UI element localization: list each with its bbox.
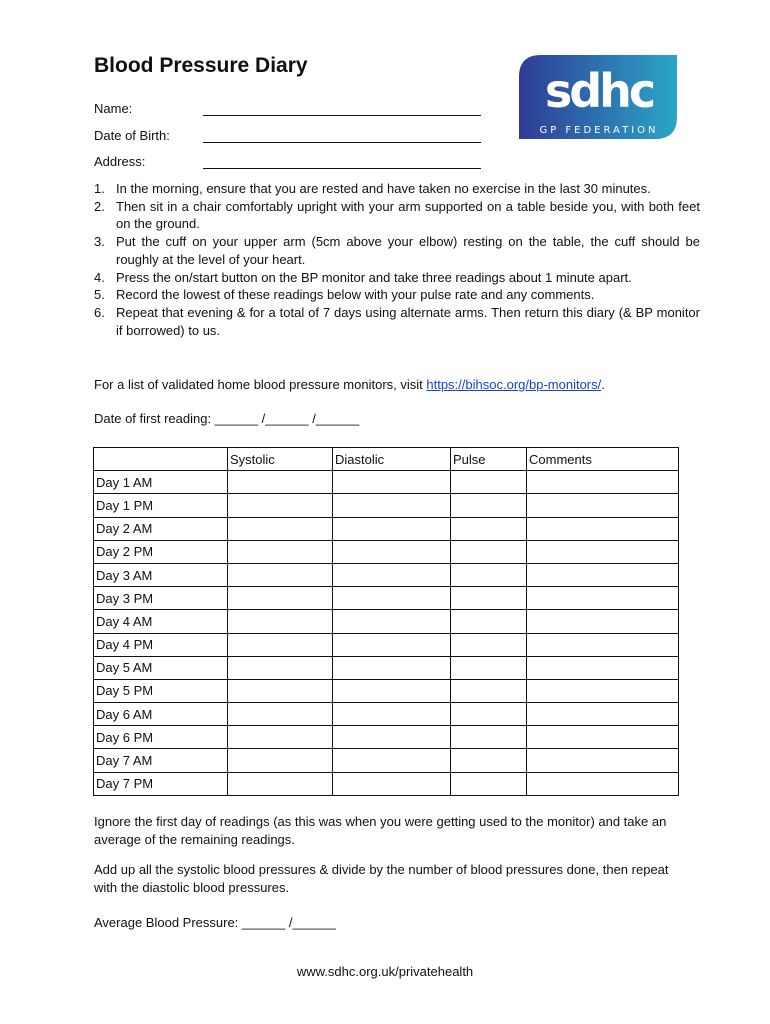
row-label: Day 3 AM [94,563,228,586]
diastolic-cell[interactable] [333,587,451,610]
table-row [94,703,679,726]
systolic-cell[interactable] [228,494,333,517]
systolic-cell[interactable] [228,749,333,772]
comments-cell[interactable] [527,517,679,540]
dob-label: Date of Birth: [94,128,170,143]
average-bp: Average Blood Pressure: ______ /______ [94,915,336,930]
date-first-reading: Date of first reading: ______ /______ /______ [94,411,360,426]
table-row [94,540,679,563]
monitors-end: . [601,377,605,392]
pulse-cell[interactable] [451,610,527,633]
comments-cell[interactable] [527,679,679,702]
row-label: Day 2 PM [94,540,228,563]
diastolic-cell[interactable] [333,517,451,540]
systolic-cell[interactable] [228,471,333,494]
comments-cell[interactable] [527,633,679,656]
table-row [94,587,679,610]
row-label: Day 3 PM [94,587,228,610]
pulse-cell[interactable] [451,726,527,749]
pulse-cell[interactable] [451,656,527,679]
header-cell: Systolic [228,448,333,471]
diastolic-cell[interactable] [333,610,451,633]
pulse-cell[interactable] [451,633,527,656]
note-averaging: Add up all the systolic blood pressures & divide by the number of blood pressures done, then repeat with the diastolic blood pressures. [94,862,669,895]
diastolic-cell[interactable] [333,471,451,494]
systolic-cell[interactable] [228,587,333,610]
row-label: Day 2 AM [94,517,228,540]
table-row [94,610,679,633]
table-row [94,563,679,586]
diastolic-cell[interactable] [333,726,451,749]
row-label: Day 6 PM [94,726,228,749]
name-field[interactable] [203,115,481,116]
table-header-row [94,448,679,471]
systolic-cell[interactable] [228,703,333,726]
sdhc-logo [519,55,677,139]
svg-text:sdhc: sdhc [544,64,654,118]
header-cell: Pulse [451,448,527,471]
systolic-cell[interactable] [228,633,333,656]
table-row [94,679,679,702]
table-row [94,772,679,795]
pulse-cell[interactable] [451,679,527,702]
row-label: Day 7 PM [94,772,228,795]
diastolic-cell[interactable] [333,633,451,656]
readings-table [93,447,679,796]
table-row [94,726,679,749]
systolic-cell[interactable] [228,726,333,749]
header-cell: Comments [527,448,679,471]
systolic-cell[interactable] [228,610,333,633]
instruction-item: Repeat that evening & for a total of 7 days using alternate arms. Then return this diary (& BP monitor if borrowed) to us. [116,304,700,338]
pulse-cell[interactable] [451,540,527,563]
name-label: Name: [94,101,133,116]
comments-cell[interactable] [527,610,679,633]
comments-cell[interactable] [527,703,679,726]
comments-cell[interactable] [527,749,679,772]
row-label: Day 4 PM [94,633,228,656]
comments-cell[interactable] [527,563,679,586]
pulse-cell[interactable] [451,494,527,517]
comments-cell[interactable] [527,772,679,795]
pulse-cell[interactable] [451,471,527,494]
pulse-cell[interactable] [451,563,527,586]
instruction-item: In the morning, ensure that you are rested and have taken no exercise in the last 30 minutes. [116,181,651,196]
comments-cell[interactable] [527,540,679,563]
table-row [94,749,679,772]
diastolic-cell[interactable] [333,749,451,772]
pulse-cell[interactable] [451,772,527,795]
header-cell: Diastolic [333,448,451,471]
monitors-note [94,376,605,393]
diastolic-cell[interactable] [333,563,451,586]
comments-cell[interactable] [527,656,679,679]
table-row [94,656,679,679]
pulse-cell[interactable] [451,517,527,540]
comments-cell[interactable] [527,726,679,749]
diastolic-cell[interactable] [333,679,451,702]
comments-cell[interactable] [527,587,679,610]
instructions-list [94,180,700,339]
table-row [94,633,679,656]
row-label: Day 4 AM [94,610,228,633]
diastolic-cell[interactable] [333,540,451,563]
address-field[interactable] [203,168,481,169]
dob-field[interactable] [203,142,481,143]
pulse-cell[interactable] [451,703,527,726]
systolic-cell[interactable] [228,772,333,795]
systolic-cell[interactable] [228,656,333,679]
systolic-cell[interactable] [228,540,333,563]
table-row [94,517,679,540]
instruction-item: Put the cuff on your upper arm (5cm above your elbow) resting on the table, the cuff should be roughly at the level of your heart. [116,234,700,267]
diastolic-cell[interactable] [333,772,451,795]
pulse-cell[interactable] [451,587,527,610]
diastolic-cell[interactable] [333,656,451,679]
systolic-cell[interactable] [228,517,333,540]
table-row [94,494,679,517]
monitors-text: For a list of validated home blood pressure monitors, visit [94,377,427,392]
row-label: Day 5 PM [94,679,228,702]
instruction-item: Press the on/start button on the BP monitor and take three readings about 1 minute apart. [116,269,632,285]
comments-cell[interactable] [527,494,679,517]
pulse-cell[interactable] [451,749,527,772]
row-label: Day 5 AM [94,656,228,679]
monitors-link[interactable]: https://bihsoc.org/bp-monitors/ [426,377,602,392]
note-ignore-first-day: Ignore the first day of readings (as this was when you were getting used to the monitor) and take an average of the remaining readings. [94,814,667,847]
diastolic-cell[interactable] [333,703,451,726]
footer-url: www.sdhc.org.uk/privatehealth [296,964,474,979]
row-label: Day 6 AM [94,703,228,726]
systolic-cell[interactable] [228,563,333,586]
systolic-cell[interactable] [228,679,333,702]
diastolic-cell[interactable] [333,494,451,517]
comments-cell[interactable] [527,471,679,494]
header-cell [94,448,228,471]
svg-text:GP FEDERATION: GP FEDERATION [539,125,659,136]
row-label: Day 1 AM [94,471,228,494]
row-label: Day 7 AM [94,749,228,772]
table-row [94,471,679,494]
page-title: Blood Pressure Diary [94,54,308,77]
instruction-item: Then sit in a chair comfortably upright with your arm supported on a table beside you, with both feet on the ground. [116,198,700,232]
address-label: Address: [94,154,146,169]
row-label: Day 1 PM [94,494,228,517]
instruction-item: Record the lowest of these readings below with your pulse rate and any comments. [116,287,595,303]
